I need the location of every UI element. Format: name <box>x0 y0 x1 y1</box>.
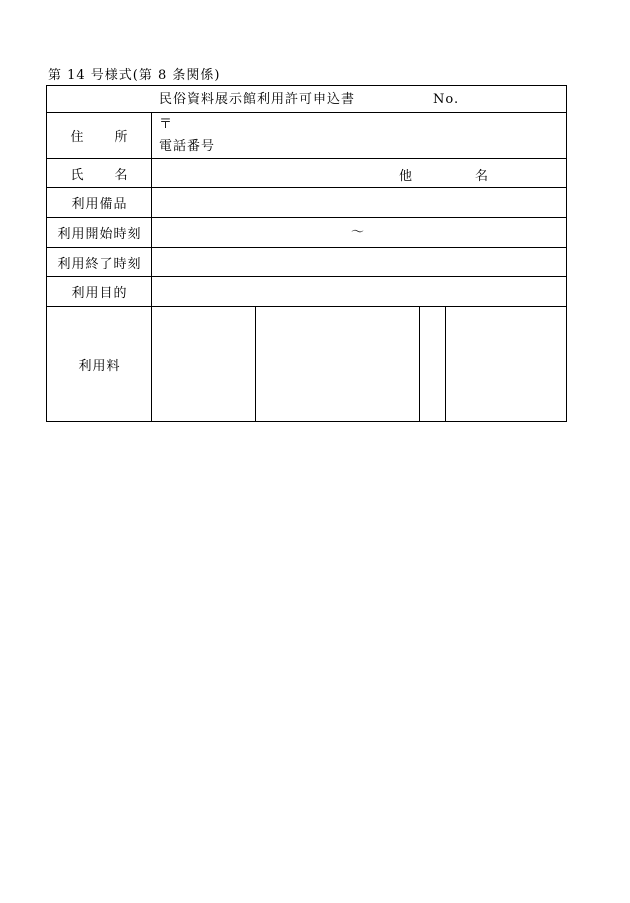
fee-label: 利用料 <box>78 358 121 374</box>
number-label: No. <box>433 92 460 107</box>
time-range-mark: ～ <box>351 225 366 240</box>
form-title: 民俗資料展示館利用許可申込書 <box>159 92 356 107</box>
equipment-label: 利用備品 <box>71 197 128 212</box>
phone-label: 電話番号 <box>159 139 216 154</box>
postal-mark: 〒 <box>159 117 174 132</box>
start-time-label: 利用開始時刻 <box>57 227 142 242</box>
address-label: 住 所 <box>70 130 129 145</box>
fee-column-divider <box>445 306 446 421</box>
end-time-label: 利用終了時刻 <box>57 256 142 272</box>
form-caption: 第 14 号様式(第 8 条関係) <box>48 68 221 83</box>
fee-column-divider <box>419 306 420 421</box>
name-label: 氏 名 <box>70 167 129 183</box>
application-form-table <box>46 85 567 422</box>
others-label: 他 <box>399 169 414 184</box>
others-count-label: 名 <box>475 169 490 184</box>
purpose-label: 利用目的 <box>71 286 128 301</box>
fee-column-divider <box>255 306 256 421</box>
